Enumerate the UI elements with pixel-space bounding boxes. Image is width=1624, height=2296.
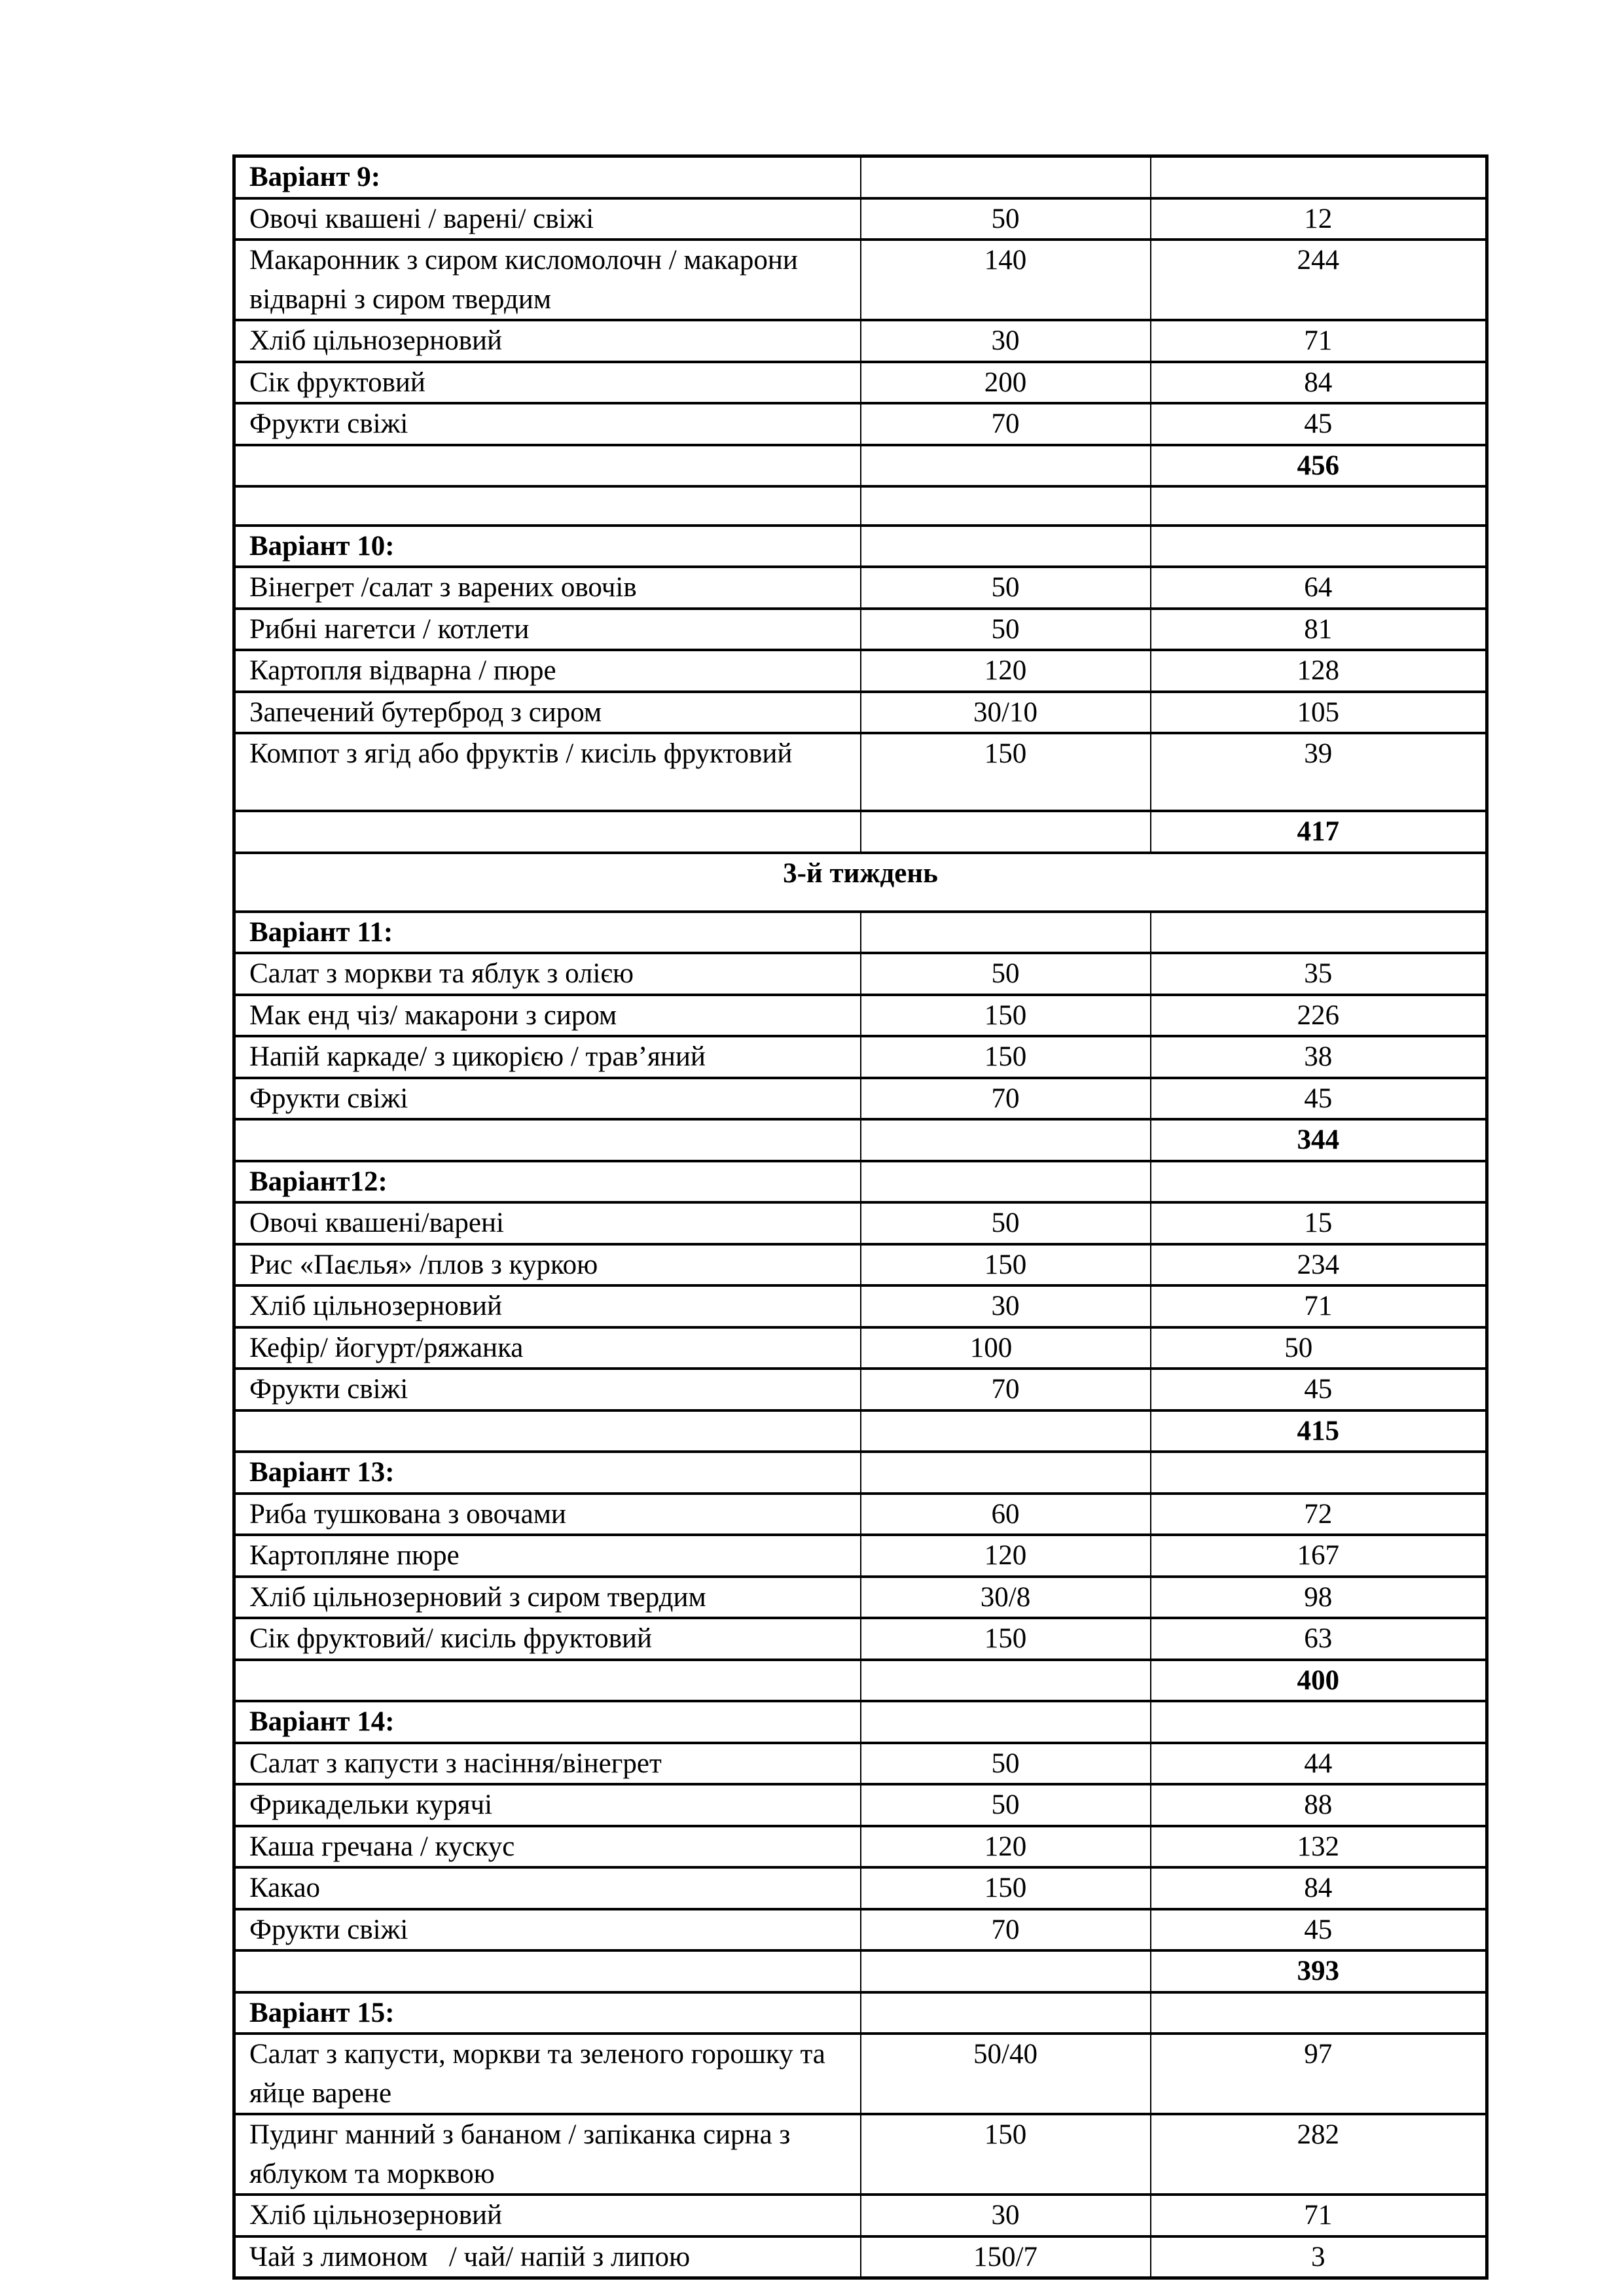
- dish-name: Какао: [234, 1867, 861, 1909]
- dish-weight: 200: [861, 362, 1151, 404]
- dish-kcal: 226: [1151, 995, 1487, 1037]
- total-label-cell: [234, 445, 861, 487]
- dish-weight: 50: [861, 567, 1151, 609]
- dish-kcal: 282: [1151, 2114, 1487, 2195]
- dish-weight: 150: [861, 2114, 1151, 2195]
- table-row: [234, 1784, 1487, 1826]
- dish-name: Напій каркаде/ з цикорією / трав’яний: [234, 1036, 861, 1078]
- total-label-cell: [234, 1410, 861, 1452]
- total-weight-cell: [861, 1950, 1151, 1992]
- dish-weight: 150: [861, 1618, 1151, 1660]
- dish-kcal: 71: [1151, 2195, 1487, 2236]
- dish-weight: 30: [861, 320, 1151, 362]
- dish-kcal: 81: [1151, 609, 1487, 651]
- table-row: [234, 240, 1487, 320]
- table-row: [234, 362, 1487, 404]
- dish-kcal: 167: [1151, 1535, 1487, 1577]
- kcal-cell: [1151, 1161, 1487, 1203]
- dish-weight: 30: [861, 2195, 1151, 2236]
- dish-weight: 70: [861, 1909, 1151, 1951]
- dish-kcal: 38: [1151, 1036, 1487, 1078]
- dish-kcal: 105: [1151, 692, 1487, 734]
- total-row: [234, 1119, 1487, 1161]
- dish-weight: 50: [861, 1202, 1151, 1244]
- variant-title: Варіант12:: [234, 1161, 861, 1203]
- total-weight-cell: [861, 445, 1151, 487]
- table-row: [234, 1369, 1487, 1410]
- week-heading: 3-й тиждень: [234, 853, 1487, 912]
- variant-header-row: [234, 1701, 1487, 1743]
- dish-name: Фрукти свіжі: [234, 1369, 861, 1410]
- table-row: [234, 1202, 1487, 1244]
- dish-weight: 70: [861, 403, 1151, 445]
- dish-name: Сік фруктовий/ кисіль фруктовий: [234, 1618, 861, 1660]
- table-row: [234, 2195, 1487, 2236]
- dish-name: Фрикадельки курячі: [234, 1784, 861, 1826]
- total-label-cell: [234, 811, 861, 853]
- dish-kcal: 12: [1151, 198, 1487, 240]
- dish-kcal: 50: [1151, 1327, 1487, 1369]
- variant-title: Варіант 14:: [234, 1701, 861, 1743]
- dish-name: Фрукти свіжі: [234, 1909, 861, 1951]
- table-row: [234, 953, 1487, 995]
- dish-weight: 50: [861, 1784, 1151, 1826]
- dish-name: Рис «Паєлья» /плов з куркою: [234, 1244, 861, 1286]
- total-kcal: 393: [1151, 1950, 1487, 1992]
- table-row: [234, 320, 1487, 362]
- dish-name: Фрукти свіжі: [234, 403, 861, 445]
- dish-kcal: 71: [1151, 320, 1487, 362]
- weight-cell: [861, 1161, 1151, 1203]
- dish-weight: 50: [861, 198, 1151, 240]
- dish-weight: 140: [861, 240, 1151, 320]
- dish-kcal: 71: [1151, 1285, 1487, 1327]
- dish-weight: 30/10: [861, 692, 1151, 734]
- empty-cell: [861, 486, 1151, 526]
- empty-cell: [234, 486, 861, 526]
- dish-name: Рибні нагетси / котлети: [234, 609, 861, 651]
- dish-weight: 100: [861, 1327, 1151, 1369]
- variant-title: Варіант 15:: [234, 1992, 861, 2034]
- variant-header-row: [234, 156, 1487, 198]
- dish-weight: 150: [861, 1867, 1151, 1909]
- table-row: [234, 733, 1487, 811]
- total-kcal: 417: [1151, 811, 1487, 853]
- dish-name: Макаронник з сиром кисломолочн / макарони відварні з сиром твердим: [234, 240, 861, 320]
- table-row: [234, 1535, 1487, 1577]
- dish-weight: 120: [861, 650, 1151, 692]
- table-row: [234, 1244, 1487, 1286]
- kcal-cell: [1151, 1701, 1487, 1743]
- menu-table: [232, 154, 1489, 2280]
- kcal-cell: [1151, 1452, 1487, 1494]
- variant-title: Варіант 13:: [234, 1452, 861, 1494]
- dish-weight: 50/40: [861, 2034, 1151, 2114]
- variant-header-row: [234, 526, 1487, 567]
- dish-kcal: 244: [1151, 240, 1487, 320]
- dish-name: Овочі квашені / варені/ свіжі: [234, 198, 861, 240]
- dish-name: Картопляне пюре: [234, 1535, 861, 1577]
- table-row: [234, 2236, 1487, 2278]
- table-row: [234, 650, 1487, 692]
- table-row: [234, 2114, 1487, 2195]
- dish-weight: 120: [861, 1535, 1151, 1577]
- total-row: [234, 1660, 1487, 1702]
- dish-weight: 70: [861, 1078, 1151, 1120]
- total-row: [234, 1950, 1487, 1992]
- dish-kcal: 3: [1151, 2236, 1487, 2278]
- kcal-cell: [1151, 156, 1487, 198]
- dish-weight: 150: [861, 995, 1151, 1037]
- variant-header-row: [234, 1161, 1487, 1203]
- dish-kcal: 39: [1151, 733, 1487, 811]
- dish-kcal: 84: [1151, 1867, 1487, 1909]
- table-row: [234, 198, 1487, 240]
- table-row: [234, 1577, 1487, 1619]
- dish-name: Салат з капусти з насіння/вінегрет: [234, 1743, 861, 1785]
- variant-header-row: [234, 912, 1487, 954]
- dish-name: Вінегрет /салат з варених овочів: [234, 567, 861, 609]
- dish-kcal: 88: [1151, 1784, 1487, 1826]
- variant-title: Варіант 11:: [234, 912, 861, 954]
- dish-name: Салат з капусти, моркви та зеленого горошку та яйце варене: [234, 2034, 861, 2114]
- table-row: [234, 1867, 1487, 1909]
- dish-name: Хліб цільнозерновий: [234, 1285, 861, 1327]
- dish-name: Хліб цільнозерновий з сиром твердим: [234, 1577, 861, 1619]
- dish-kcal: 45: [1151, 403, 1487, 445]
- dish-name: Хліб цільнозерновий: [234, 2195, 861, 2236]
- dish-name: Овочі квашені/варені: [234, 1202, 861, 1244]
- dish-kcal: 72: [1151, 1494, 1487, 1535]
- dish-name: Фрукти свіжі: [234, 1078, 861, 1120]
- table-row: [234, 1285, 1487, 1327]
- table-row: [234, 1327, 1487, 1369]
- weight-cell: [861, 526, 1151, 567]
- total-label-cell: [234, 1119, 861, 1161]
- total-weight-cell: [861, 1660, 1151, 1702]
- total-label-cell: [234, 1660, 861, 1702]
- dish-name: Каша гречана / кускус: [234, 1826, 861, 1868]
- table-row: [234, 1826, 1487, 1868]
- dish-name: Салат з моркви та яблук з олією: [234, 953, 861, 995]
- dish-kcal: 84: [1151, 362, 1487, 404]
- dish-name: Пудинг манний з бананом / запіканка сирна з яблуком та морквою: [234, 2114, 861, 2195]
- total-weight-cell: [861, 1410, 1151, 1452]
- dish-weight: 50: [861, 953, 1151, 995]
- dish-kcal: 35: [1151, 953, 1487, 995]
- dish-name: Хліб цільнозерновий: [234, 320, 861, 362]
- table-row: [234, 1036, 1487, 1078]
- weight-cell: [861, 1992, 1151, 2034]
- total-kcal: 456: [1151, 445, 1487, 487]
- dish-weight: 30/8: [861, 1577, 1151, 1619]
- total-label-cell: [234, 1950, 861, 1992]
- table-row: [234, 2034, 1487, 2114]
- weight-cell: [861, 1452, 1151, 1494]
- dish-weight: 150/7: [861, 2236, 1151, 2278]
- dish-kcal: 45: [1151, 1078, 1487, 1120]
- total-weight-cell: [861, 811, 1151, 853]
- dish-kcal: 45: [1151, 1909, 1487, 1951]
- kcal-cell: [1151, 526, 1487, 567]
- dish-weight: 60: [861, 1494, 1151, 1535]
- dish-weight: 30: [861, 1285, 1151, 1327]
- table-row: [234, 1078, 1487, 1120]
- dish-weight: 50: [861, 609, 1151, 651]
- dish-kcal: 44: [1151, 1743, 1487, 1785]
- table-row: [234, 692, 1487, 734]
- dish-name: Чай з лимоном / чай/ напій з липою: [234, 2236, 861, 2278]
- dish-weight: 50: [861, 1743, 1151, 1785]
- week-heading-row: [234, 853, 1487, 912]
- total-kcal: 344: [1151, 1119, 1487, 1161]
- total-weight-cell: [861, 1119, 1151, 1161]
- dish-name: Картопля відварна / пюре: [234, 650, 861, 692]
- dish-name: Сік фруктовий: [234, 362, 861, 404]
- dish-kcal: 234: [1151, 1244, 1487, 1286]
- table-row: [234, 1494, 1487, 1535]
- total-row: [234, 445, 1487, 487]
- kcal-cell: [1151, 912, 1487, 954]
- dish-kcal: 97: [1151, 2034, 1487, 2114]
- variant-title: Варіант 10:: [234, 526, 861, 567]
- kcal-cell: [1151, 1992, 1487, 2034]
- dish-kcal: 132: [1151, 1826, 1487, 1868]
- dish-kcal: 98: [1151, 1577, 1487, 1619]
- dish-name: Мак енд чіз/ макарони з сиром: [234, 995, 861, 1037]
- dish-name: Риба тушкована з овочами: [234, 1494, 861, 1535]
- variant-header-row: [234, 1992, 1487, 2034]
- dish-weight: 150: [861, 1244, 1151, 1286]
- empty-row: [234, 486, 1487, 526]
- dish-kcal: 63: [1151, 1618, 1487, 1660]
- total-row: [234, 1410, 1487, 1452]
- empty-cell: [1151, 486, 1487, 526]
- table-row: [234, 609, 1487, 651]
- dish-kcal: 128: [1151, 650, 1487, 692]
- dish-kcal: 45: [1151, 1369, 1487, 1410]
- dish-kcal: 64: [1151, 567, 1487, 609]
- total-row: [234, 811, 1487, 853]
- dish-name: Кефір/ йогурт/ряжанка: [234, 1327, 861, 1369]
- variant-title: Варіант 9:: [234, 156, 861, 198]
- dish-weight: 120: [861, 1826, 1151, 1868]
- dish-name: Запечений бутерброд з сиром: [234, 692, 861, 734]
- table-row: [234, 1743, 1487, 1785]
- dish-kcal: 15: [1151, 1202, 1487, 1244]
- dish-weight: 150: [861, 1036, 1151, 1078]
- dish-weight: 70: [861, 1369, 1151, 1410]
- weight-cell: [861, 156, 1151, 198]
- weight-cell: [861, 1701, 1151, 1743]
- table-row: [234, 1909, 1487, 1951]
- table-row: [234, 567, 1487, 609]
- variant-header-row: [234, 1452, 1487, 1494]
- weight-cell: [861, 912, 1151, 954]
- total-kcal: 400: [1151, 1660, 1487, 1702]
- table-row: [234, 403, 1487, 445]
- dish-name: Компот з ягід або фруктів / кисіль фруктовий: [234, 733, 861, 811]
- table-row: [234, 1618, 1487, 1660]
- total-kcal: 415: [1151, 1410, 1487, 1452]
- dish-weight: 150: [861, 733, 1151, 811]
- table-row: [234, 995, 1487, 1037]
